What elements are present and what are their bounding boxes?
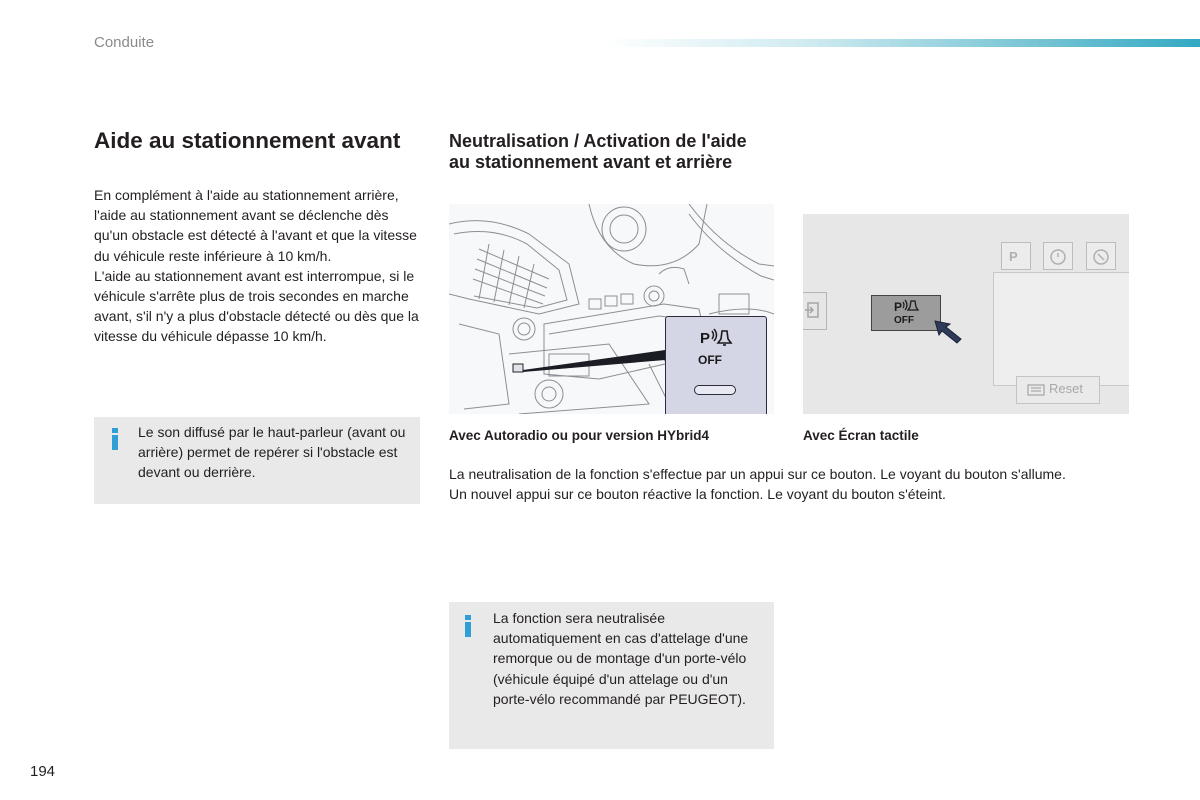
- parking-sensor-icon-small: [892, 298, 928, 316]
- info-note-sound: [94, 417, 420, 504]
- description-line-2: Un nouvel appui sur ce bouton réactive la fonction. Le voyant du bouton s'éteint.: [449, 486, 946, 503]
- screen-panel: [993, 272, 1129, 386]
- screen-tile-icon-3: [1086, 242, 1116, 270]
- screen-back-icon: [803, 292, 827, 330]
- touchscreen-illustration: [803, 214, 1129, 414]
- svg-text:P: P: [700, 330, 711, 347]
- pointer-arrow-icon: [929, 317, 969, 347]
- reset-button[interactable]: [1016, 376, 1100, 404]
- figure2-caption: Avec Écran tactile: [803, 428, 919, 443]
- dashboard-illustration: [449, 204, 774, 414]
- screen-tile-icon-2: [1043, 242, 1073, 270]
- svg-text:P: P: [894, 300, 903, 314]
- section-heading: Neutralisation / Activation de l'aide au stationnement avant et arrière: [449, 131, 747, 172]
- screen-tile-icon-1: [1001, 242, 1031, 270]
- description-line-1: La neutralisation de la fonction s'effectue par un appui sur ce bouton. Le voyant du bouton s'allume.: [449, 466, 1066, 482]
- intro-text: [94, 185, 424, 347]
- page-title: Aide au stationnement avant: [94, 128, 401, 153]
- touch-button-off-label: OFF: [894, 315, 914, 326]
- exit-arrow-icon: [803, 293, 826, 329]
- page-number: 194: [30, 763, 56, 780]
- header-accent-bar: [605, 39, 1200, 47]
- function-description: [449, 464, 1149, 504]
- info-note-towing: [449, 602, 774, 749]
- figure1-caption: Avec Autoradio ou pour version HYbrid4: [449, 428, 710, 443]
- reset-icon: [1027, 384, 1045, 396]
- reset-label: Reset: [1049, 381, 1083, 396]
- button-off-label: OFF: [698, 353, 722, 367]
- info-note-towing-text: La fonction sera neutralisée automatiquement en cas d'attelage d'une remorque ou de montage d'un porte-vélo (véhicule équipé d'un attelage ou d'un porte-vélo recommandé par PEUGEOT).: [493, 610, 749, 707]
- intro-paragraph-1: En complément à l'aide au stationnement arrière, l'aide au stationnement avant se déclenche dès qu'un obstacle est détecté à l'avant et que la vitesse du véhicule reste inférieure à 10 km/h.: [94, 187, 417, 264]
- intro-paragraph-2: L'aide au stationnement avant est interrompue, si le véhicule s'arrête plus de trois secondes en marche avant, s'il n'y a plus d'obstacle détecté ou dès que la vitesse du véhicule dépasse 10 km/h.: [94, 267, 419, 345]
- parking-sensor-icon: [698, 327, 738, 353]
- button-indicator-led: [694, 385, 736, 395]
- section-title: Conduite: [94, 34, 155, 51]
- info-note-text: Le son diffusé par le haut-parleur (avant ou arrière) permet de repérer si l'obstacle est devant ou derrière.: [138, 424, 406, 481]
- svg-text:P: P: [1009, 249, 1018, 264]
- parking-sensor-off-button[interactable]: [665, 316, 767, 414]
